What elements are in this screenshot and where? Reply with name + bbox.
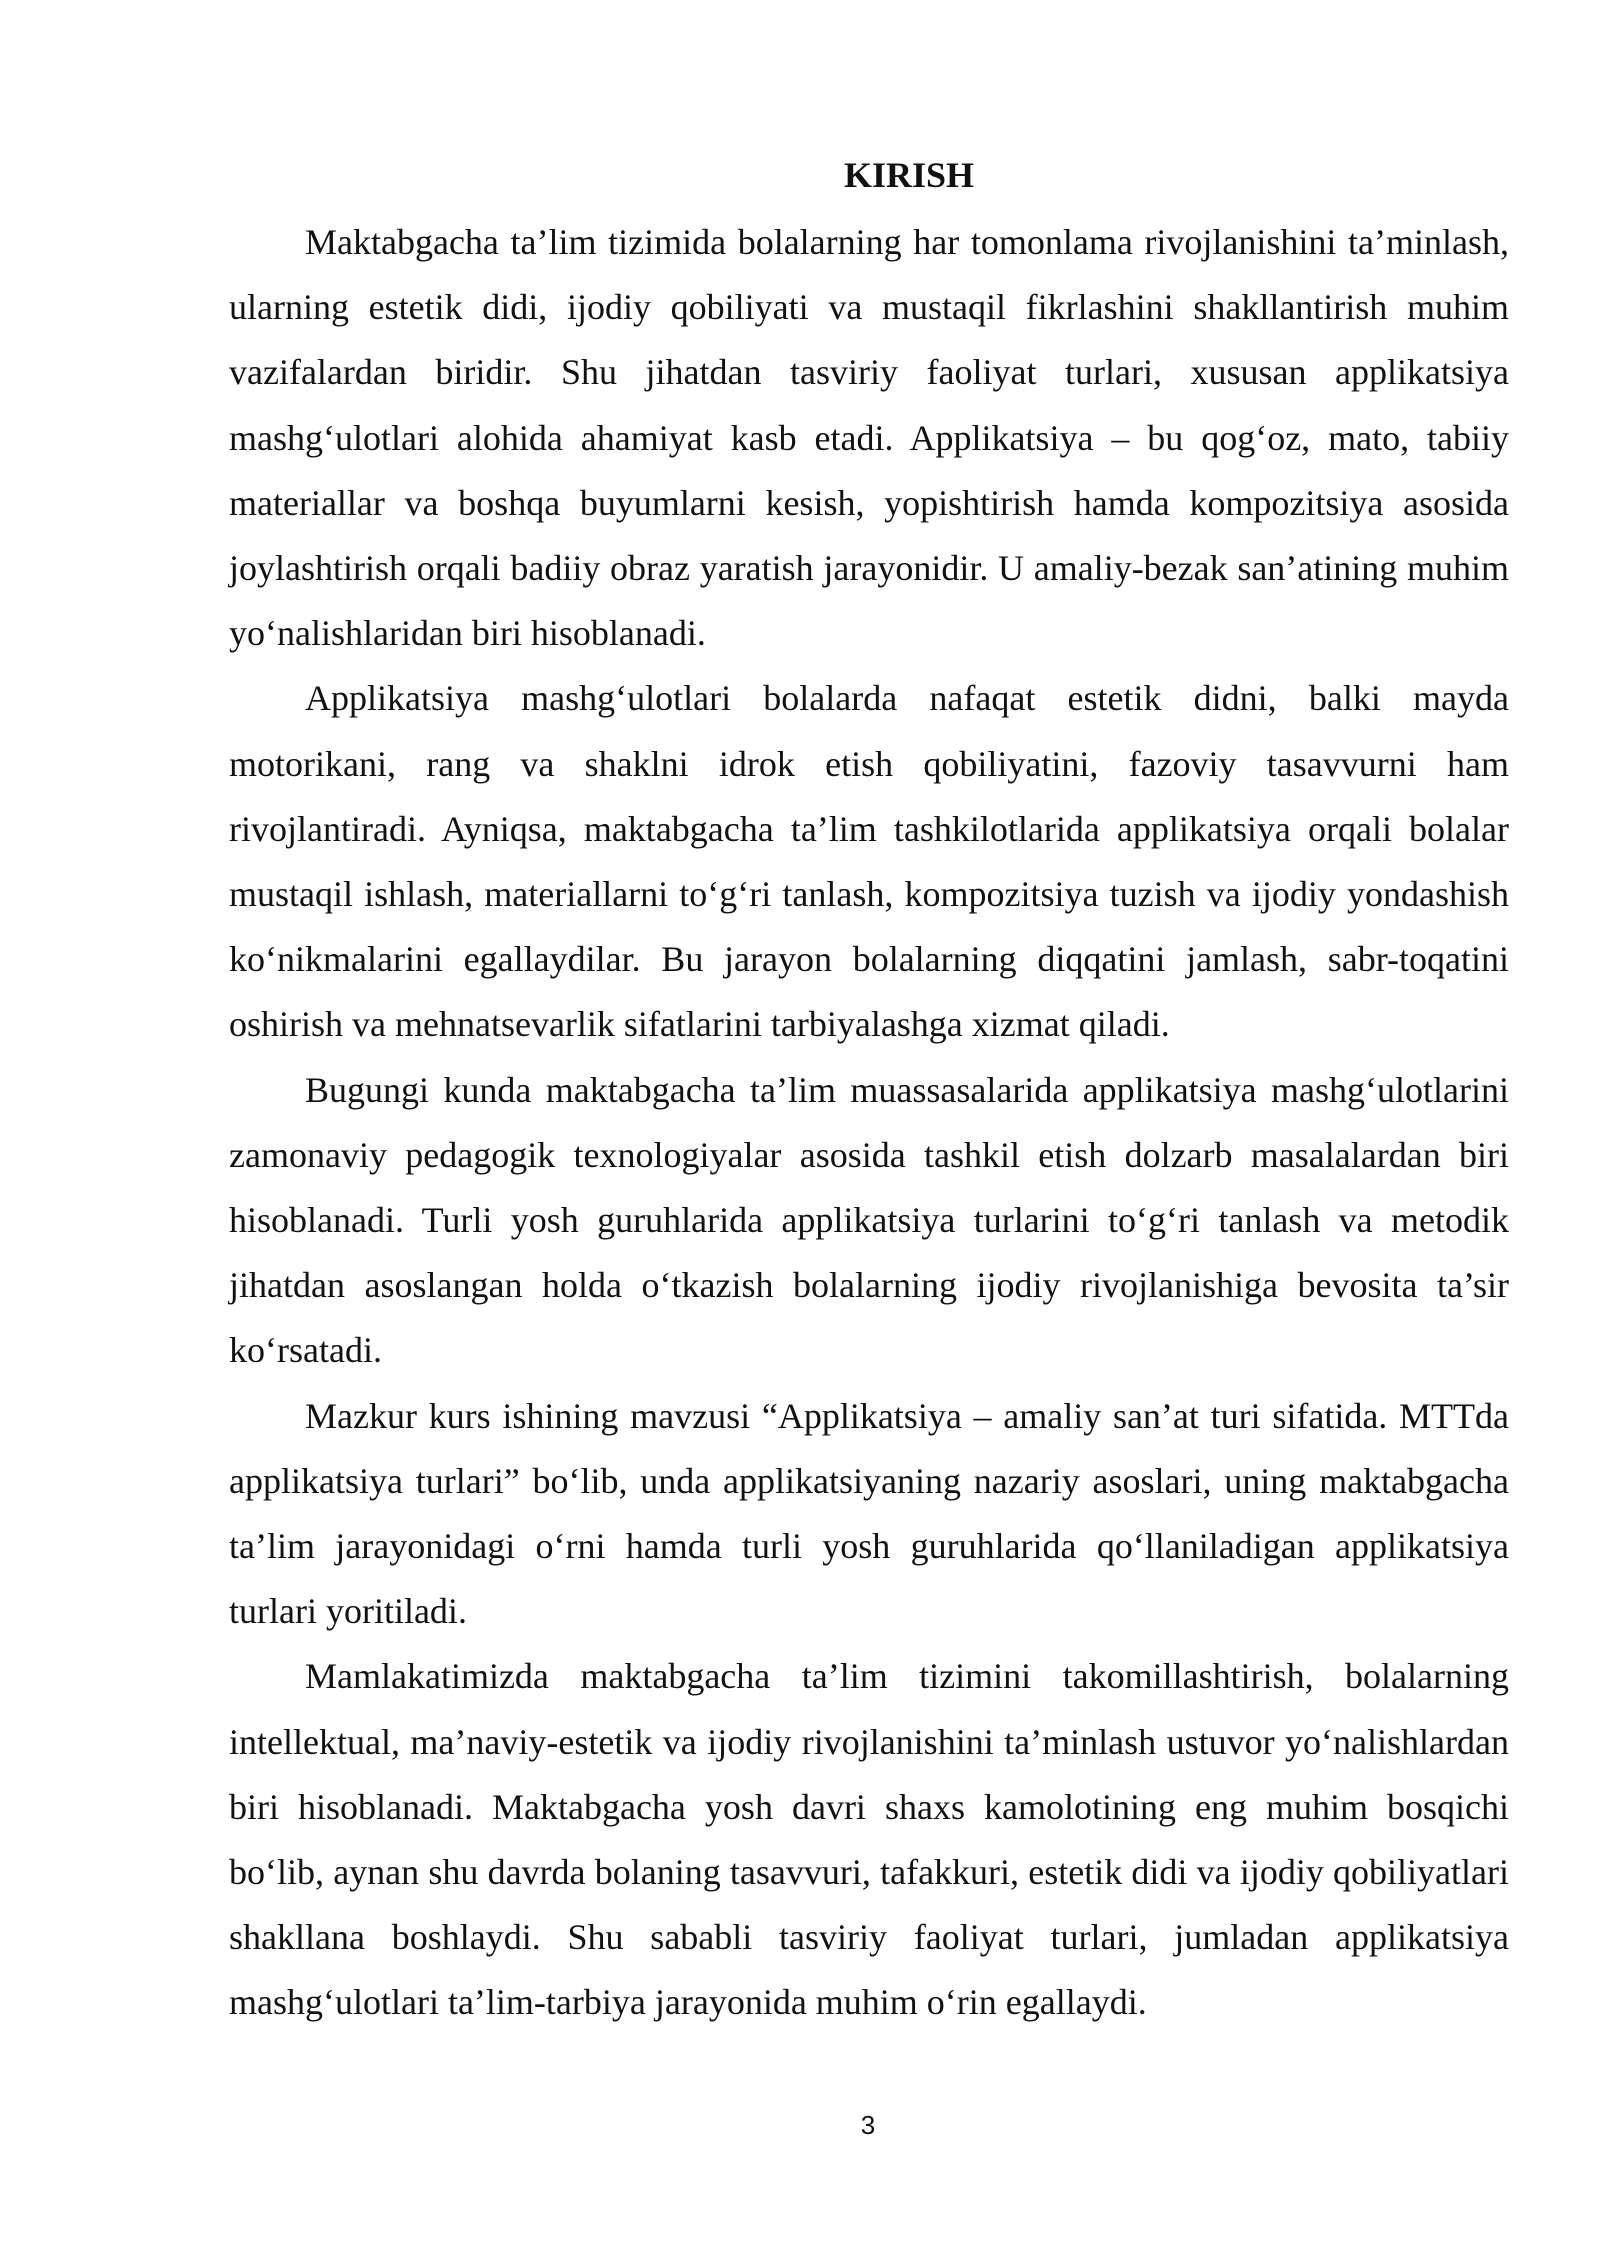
paragraph-5: Mamlakatimizda maktabgacha ta’lim tizimini takomillashtirish, bolalarning intellektual, ma’naviy-estetik va ijodiy rivojlanishini ta’minlash ustuvor yo‘nalishlardan biri hisoblanadi. Maktabgacha yosh davri shaxs kamolotining eng muhim bosqichi bo‘lib, aynan shu davrda bolaning tasavvuri, tafakkuri, estetik didi va ijodiy qobiliyatlari shakllana boshlaydi. Shu sababli tasviriy faoliyat turlari, jumladan applikatsiya mashg‘ulotlari ta’lim-tarbiya jarayonida muhim o‘rin egallaydi. [229, 1656, 1509, 2023]
paragraph-1: Maktabgacha ta’lim tizimida bolalarning har tomonlama rivojlanishini ta’minlash, ularning estetik didi, ijodiy qobiliyati va mustaqil fikrlashini shakllantirish muhim vazifalardan biridir. Shu jihatdan tasviriy faoliyat turlari, xususan applikatsiya mashg‘ulotlari alohida ahamiyat kasb etadi. Applikatsiya – bu qog‘oz, mato, tabiiy materiallar va boshqa buyumlarni kesish, yopishtirish hamda kompozitsiya asosida joylashtirish orqali badiiy obraz yaratish jarayonidir. U amaliy-bezak san’atining muhim yo‘nalishlaridan biri hisoblanadi. [229, 222, 1509, 654]
paragraph-4: Mazkur kurs ishining mavzusi “Applikatsiya – amaliy san’at turi sifatida. MTTda applikatsiya turlari” bo‘lib, unda applikatsiyaning nazariy asoslari, uning maktabgacha ta’lim jarayonidagi o‘rni hamda turli yosh guruhlarida qo‘llaniladigan applikatsiya turlari yoritiladi. [229, 1395, 1509, 1632]
paragraph-3: Bugungi kunda maktabgacha ta’lim muassasalarida applikatsiya mashg‘ulotlarini zamonaviy pedagogik texnologiyalar asosida tashkil etish dolzarb masalalardan biri hisoblanadi. Turli yosh guruhlarida applikatsiya turlarini to‘g‘ri tanlash va metodik jihatdan asoslangan holda o‘tkazish bolalarning ijodiy rivojlanishiga bevosita ta’sir ko‘rsatadi. [229, 1069, 1509, 1371]
section-title: KIRISH [843, 155, 975, 195]
paragraph-2: Applikatsiya mashg‘ulotlari bolalarda nafaqat estetik didni, balki mayda motorikani, rang va shaklni idrok etish qobiliyatini, fazoviy tasavvurni ham rivojlantiradi. Ayniqsa, maktabgacha ta’lim tashkilotlarida applikatsiya orqali bolalar mustaqil ishlash, materiallarni to‘g‘ri tanlash, kompozitsiya tuzish va ijodiy yondashish ko‘nikmalarini egallaydilar. Bu jarayon bolalarning diqqatini jamlash, sabr-toqatini oshirish va mehnatsevarlik sifatlarini tarbiyalashga xizmat qiladi. [229, 678, 1509, 1045]
page-number: 3 [860, 2110, 876, 2140]
body-text [229, 210, 1509, 2036]
